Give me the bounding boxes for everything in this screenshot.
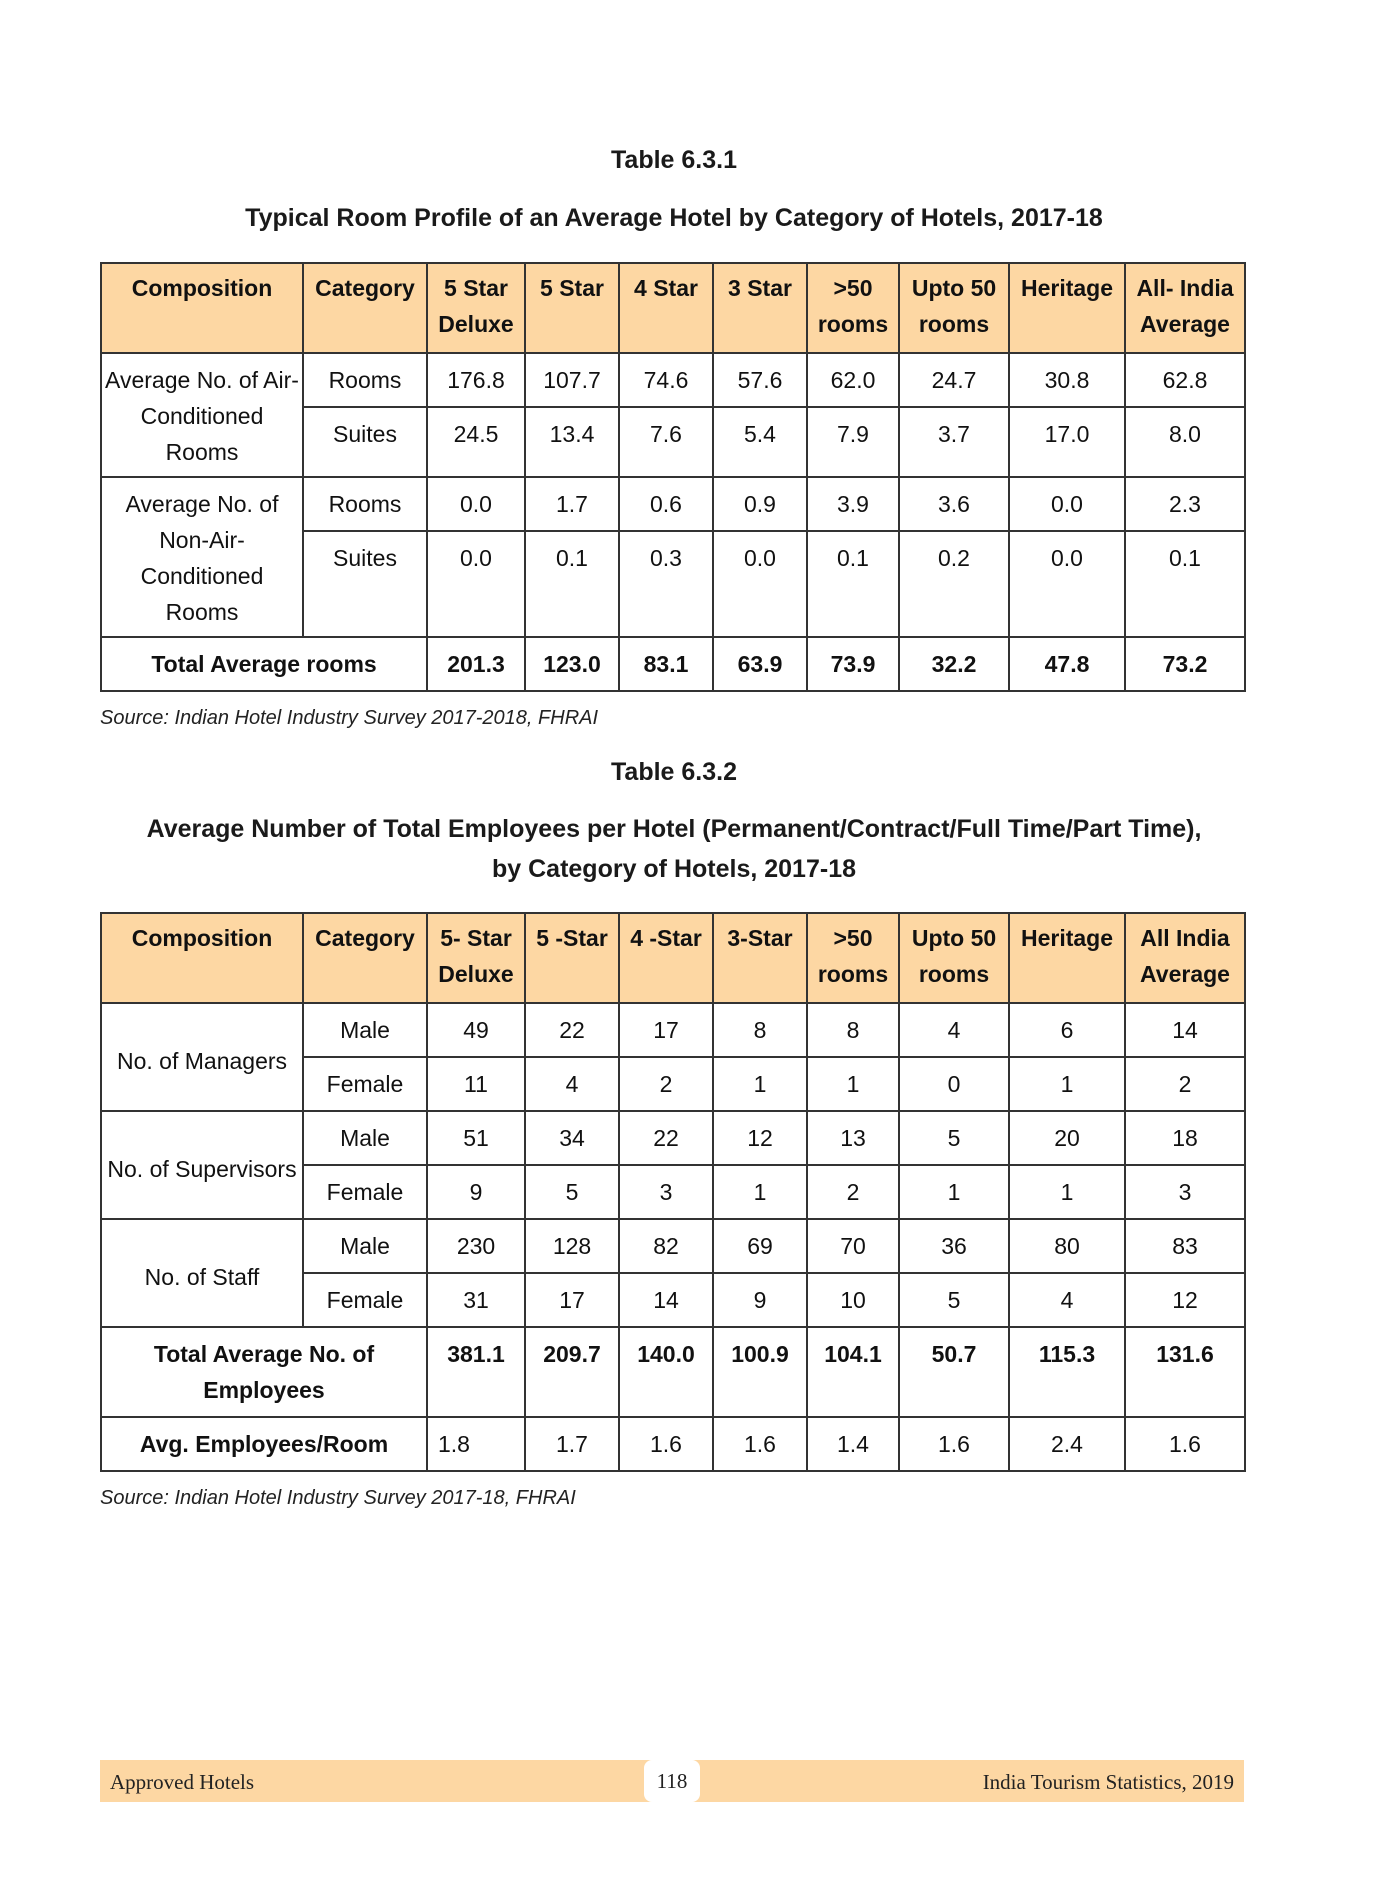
value-cell: 17 — [619, 1003, 713, 1057]
value-cell: 1 — [807, 1057, 899, 1111]
header-cell: 4 -Star — [619, 913, 713, 1003]
value-cell: 2 — [807, 1165, 899, 1219]
header-cell: 5 Star Deluxe — [427, 263, 525, 353]
value-cell: 51 — [427, 1111, 525, 1165]
value-cell: 80 — [1009, 1219, 1125, 1273]
total-value: 73.9 — [807, 637, 899, 691]
value-cell: 1 — [713, 1057, 807, 1111]
value-cell: 8 — [713, 1003, 807, 1057]
total-value: 63.9 — [713, 637, 807, 691]
value-cell: 5 — [525, 1165, 619, 1219]
value-cell: 176.8 — [427, 353, 525, 407]
header-cell: Category — [303, 263, 427, 353]
value-cell: 230 — [427, 1219, 525, 1273]
header-cell: 4 Star — [619, 263, 713, 353]
employees-table — [100, 912, 1246, 1472]
value-cell: 20 — [1009, 1111, 1125, 1165]
footer-section: Approved Hotels — [110, 1770, 255, 1794]
room-profile-table — [100, 262, 1246, 692]
value-cell: 17.0 — [1009, 407, 1125, 477]
ratio-value: 1.6 — [1125, 1417, 1245, 1471]
header-cell: All- India Average — [1125, 263, 1245, 353]
value-cell: 7.6 — [619, 407, 713, 477]
value-cell: 6 — [1009, 1003, 1125, 1057]
value-cell: 0.0 — [1009, 531, 1125, 637]
value-cell: 82 — [619, 1219, 713, 1273]
value-cell: 22 — [619, 1111, 713, 1165]
value-cell: 14 — [1125, 1003, 1245, 1057]
header-cell: Upto 50 rooms — [899, 263, 1009, 353]
table-row — [101, 1111, 1245, 1165]
value-cell: 10 — [807, 1273, 899, 1327]
table-row — [101, 1219, 1245, 1273]
total-value: 131.6 — [1125, 1327, 1245, 1417]
category-cell: Rooms — [303, 353, 427, 407]
category-cell: Female — [303, 1273, 427, 1327]
page-footer — [100, 1760, 1244, 1802]
total-value: 83.1 — [619, 637, 713, 691]
ratio-value: 1.7 — [525, 1417, 619, 1471]
value-cell: 0.0 — [427, 477, 525, 531]
value-cell: 4 — [899, 1003, 1009, 1057]
value-cell: 0.6 — [619, 477, 713, 531]
category-cell: Female — [303, 1057, 427, 1111]
value-cell: 128 — [525, 1219, 619, 1273]
value-cell: 3.7 — [899, 407, 1009, 477]
value-cell: 18 — [1125, 1111, 1245, 1165]
total-label: Total Average rooms — [101, 637, 427, 691]
value-cell: 0 — [899, 1057, 1009, 1111]
table2-source: Source: Indian Hotel Industry Survey 2017-18, FHRAI — [100, 1487, 576, 1509]
value-cell: 4 — [525, 1057, 619, 1111]
value-cell: 0.1 — [1125, 531, 1245, 637]
table1-title: Typical Room Profile of an Average Hotel by Category of Hotels, 2017-18 — [245, 204, 1103, 232]
table2-number: Table 6.3.2 — [611, 758, 737, 786]
table-row — [101, 353, 1245, 407]
value-cell: 83 — [1125, 1219, 1245, 1273]
total-row — [101, 637, 1245, 691]
value-cell: 49 — [427, 1003, 525, 1057]
header-cell: All India Average — [1125, 913, 1245, 1003]
value-cell: 31 — [427, 1273, 525, 1327]
value-cell: 0.2 — [899, 531, 1009, 637]
value-cell: 36 — [899, 1219, 1009, 1273]
value-cell: 0.0 — [427, 531, 525, 637]
header-cell: Category — [303, 913, 427, 1003]
value-cell: 0.1 — [525, 531, 619, 637]
category-cell: Male — [303, 1219, 427, 1273]
ratio-label: Avg. Employees/Room — [101, 1417, 427, 1471]
value-cell: 9 — [713, 1273, 807, 1327]
total-value: 381.1 — [427, 1327, 525, 1417]
value-cell: 9 — [427, 1165, 525, 1219]
value-cell: 2 — [1125, 1057, 1245, 1111]
category-cell: Rooms — [303, 477, 427, 531]
value-cell: 1 — [899, 1165, 1009, 1219]
table1-number: Table 6.3.1 — [611, 146, 737, 174]
value-cell: 30.8 — [1009, 353, 1125, 407]
header-cell: Upto 50 rooms — [899, 913, 1009, 1003]
header-row — [101, 263, 1245, 353]
value-cell: 17 — [525, 1273, 619, 1327]
total-value: 115.3 — [1009, 1327, 1125, 1417]
category-cell: Suites — [303, 531, 427, 637]
value-cell: 1 — [1009, 1165, 1125, 1219]
value-cell: 74.6 — [619, 353, 713, 407]
ratio-row — [101, 1417, 1245, 1471]
total-value: 100.9 — [713, 1327, 807, 1417]
value-cell: 107.7 — [525, 353, 619, 407]
value-cell: 70 — [807, 1219, 899, 1273]
page-number: 118 — [644, 1760, 700, 1802]
value-cell: 0.0 — [713, 531, 807, 637]
value-cell: 62.0 — [807, 353, 899, 407]
value-cell: 4 — [1009, 1273, 1125, 1327]
value-cell: 2 — [619, 1057, 713, 1111]
value-cell: 5 — [899, 1111, 1009, 1165]
total-value: 209.7 — [525, 1327, 619, 1417]
value-cell: 24.5 — [427, 407, 525, 477]
total-value: 47.8 — [1009, 637, 1125, 691]
ratio-value: 1.8 — [427, 1417, 525, 1471]
value-cell: 3 — [1125, 1165, 1245, 1219]
value-cell: 7.9 — [807, 407, 899, 477]
value-cell: 22 — [525, 1003, 619, 1057]
value-cell: 0.0 — [1009, 477, 1125, 531]
value-cell: 24.7 — [899, 353, 1009, 407]
value-cell: 62.8 — [1125, 353, 1245, 407]
total-value: 123.0 — [525, 637, 619, 691]
ratio-value: 1.6 — [619, 1417, 713, 1471]
composition-cell: Average No. of Air-Conditioned Rooms — [101, 353, 303, 477]
composition-cell: No. of Staff — [101, 1219, 303, 1327]
ratio-value: 1.4 — [807, 1417, 899, 1471]
value-cell: 8.0 — [1125, 407, 1245, 477]
value-cell: 57.6 — [713, 353, 807, 407]
header-cell: Heritage — [1009, 263, 1125, 353]
total-value: 201.3 — [427, 637, 525, 691]
category-cell: Male — [303, 1003, 427, 1057]
total-label: Total Average No. of Employees — [101, 1327, 427, 1417]
header-cell: Composition — [101, 263, 303, 353]
total-value: 32.2 — [899, 637, 1009, 691]
footer-publication: India Tourism Statistics, 2019 — [982, 1770, 1234, 1794]
value-cell: 34 — [525, 1111, 619, 1165]
value-cell: 11 — [427, 1057, 525, 1111]
header-cell: >50 rooms — [807, 263, 899, 353]
value-cell: 69 — [713, 1219, 807, 1273]
value-cell: 13.4 — [525, 407, 619, 477]
header-cell: 5 -Star — [525, 913, 619, 1003]
value-cell: 0.1 — [807, 531, 899, 637]
table2-title-line1: Average Number of Total Employees per Hotel (Permanent/Contract/Full Time/Part Time), — [146, 815, 1202, 843]
header-row — [101, 913, 1245, 1003]
value-cell: 0.3 — [619, 531, 713, 637]
value-cell: 13 — [807, 1111, 899, 1165]
value-cell: 1 — [713, 1165, 807, 1219]
table-row — [101, 1003, 1245, 1057]
composition-cell: No. of Supervisors — [101, 1111, 303, 1219]
category-cell: Male — [303, 1111, 427, 1165]
value-cell: 1.7 — [525, 477, 619, 531]
header-cell: Heritage — [1009, 913, 1125, 1003]
category-cell: Female — [303, 1165, 427, 1219]
table1-source: Source: Indian Hotel Industry Survey 2017-2018, FHRAI — [100, 707, 599, 729]
value-cell: 2.3 — [1125, 477, 1245, 531]
header-cell: Composition — [101, 913, 303, 1003]
value-cell: 3 — [619, 1165, 713, 1219]
value-cell: 12 — [1125, 1273, 1245, 1327]
header-cell: 5- Star Deluxe — [427, 913, 525, 1003]
total-row — [101, 1327, 1245, 1417]
value-cell: 3.9 — [807, 477, 899, 531]
ratio-value: 1.6 — [713, 1417, 807, 1471]
header-cell: 3 Star — [713, 263, 807, 353]
value-cell: 5 — [899, 1273, 1009, 1327]
composition-cell: Average No. of Non-Air-Conditioned Rooms — [101, 477, 303, 637]
total-value: 104.1 — [807, 1327, 899, 1417]
table-row — [101, 477, 1245, 531]
composition-cell: No. of Managers — [101, 1003, 303, 1111]
value-cell: 14 — [619, 1273, 713, 1327]
ratio-value: 1.6 — [899, 1417, 1009, 1471]
header-cell: 3-Star — [713, 913, 807, 1003]
value-cell: 5.4 — [713, 407, 807, 477]
value-cell: 3.6 — [899, 477, 1009, 531]
header-cell: >50 rooms — [807, 913, 899, 1003]
value-cell: 12 — [713, 1111, 807, 1165]
value-cell: 8 — [807, 1003, 899, 1057]
value-cell: 0.9 — [713, 477, 807, 531]
total-value: 50.7 — [899, 1327, 1009, 1417]
total-value: 140.0 — [619, 1327, 713, 1417]
value-cell: 1 — [1009, 1057, 1125, 1111]
category-cell: Suites — [303, 407, 427, 477]
total-value: 73.2 — [1125, 637, 1245, 691]
table2-title-line2: by Category of Hotels, 2017-18 — [491, 855, 856, 883]
header-cell: 5 Star — [525, 263, 619, 353]
ratio-value: 2.4 — [1009, 1417, 1125, 1471]
